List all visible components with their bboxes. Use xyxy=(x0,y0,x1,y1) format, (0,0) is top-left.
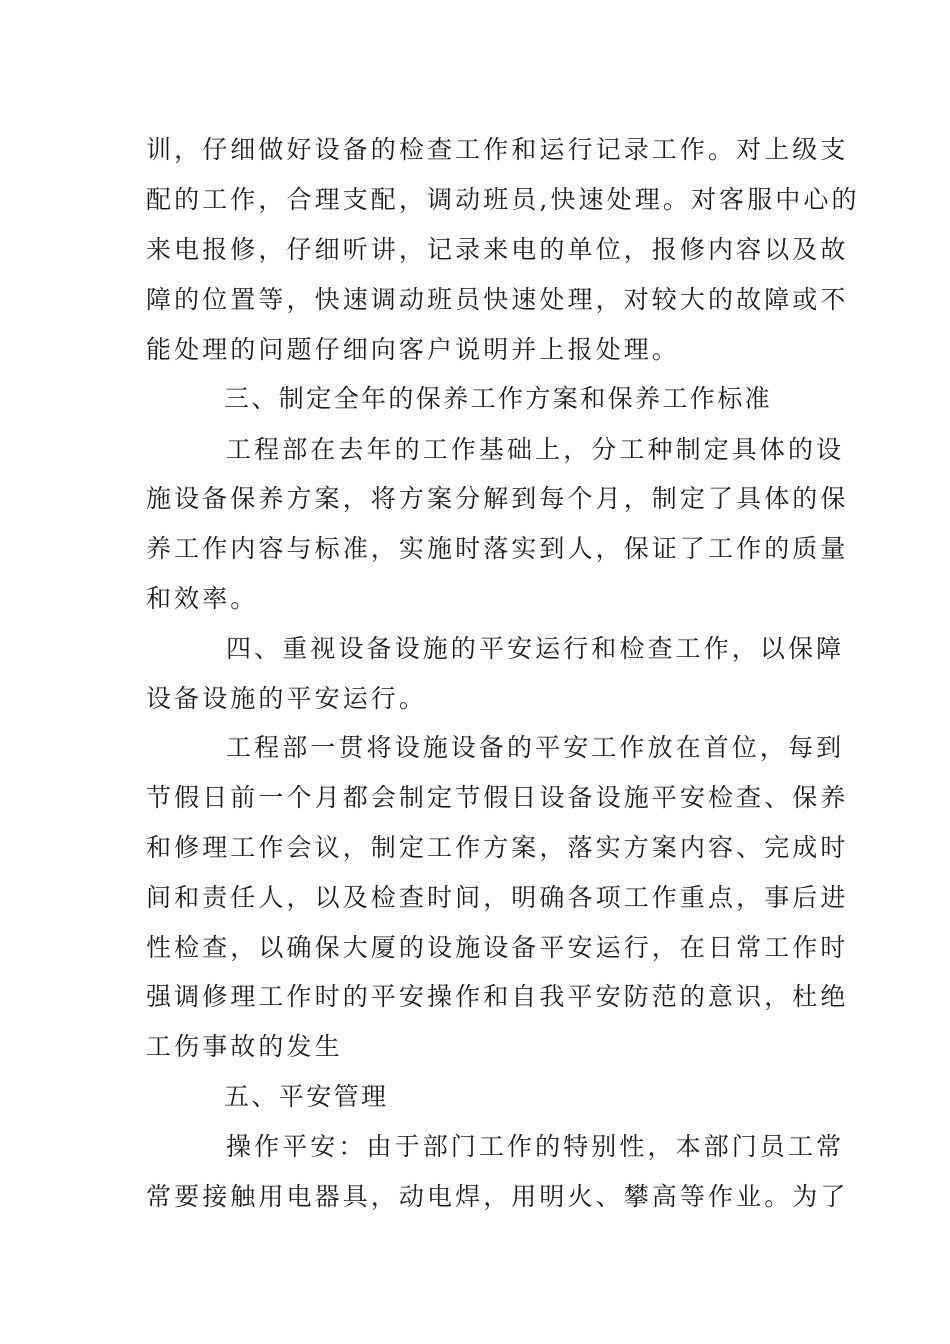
body-line: 能处理的问题仔细向客户说明并上报处理。 xyxy=(146,335,680,364)
section-heading: 三、制定全年的保养工作方案和保养工作标准 xyxy=(224,384,773,413)
body-line: 来电报修，仔细听讲，记录来电的单位，报修内容以及故 xyxy=(146,235,849,264)
body-line: 常要接触用电器具，动电焊，用明火、攀高等作业。为了 xyxy=(146,1182,849,1211)
body-line: 强调修理工作时的平安操作和自我平安防范的意识，杜绝 xyxy=(146,982,849,1011)
section-heading: 设备设施的平安运行。 xyxy=(146,684,428,713)
body-line: 和效率。 xyxy=(146,584,259,613)
body-line: 工程部一贯将设施设备的平安工作放在首位，每到 xyxy=(226,733,845,762)
body-line: 间和责任人，以及检查时间，明确各项工作重点，事后进 xyxy=(146,883,849,912)
body-line: 养工作内容与标准，实施时落实到人，保证了工作的质量 xyxy=(146,534,849,563)
body-line: 工程部在去年的工作基础上，分工种制定具体的设 xyxy=(226,435,845,464)
body-line: 工伤事故的发生 xyxy=(146,1032,343,1061)
body-line: 节假日前一个月都会制定节假日设备设施平安检查、保养 xyxy=(146,783,849,812)
body-line: 和修理工作会议，制定工作方案，落实方案内容、完成时 xyxy=(146,833,849,862)
body-line: 性检查，以确保大厦的设施设备平安运行，在日常工作时 xyxy=(146,933,849,962)
section-heading: 四、重视设备设施的平安运行和检查工作，以保障 xyxy=(226,634,845,663)
section-heading: 五、平安管理 xyxy=(224,1082,389,1111)
body-line: 配的工作，合理支配，调动班员,快速处理。对客服中心的 xyxy=(146,185,860,214)
body-line: 施设备保养方案，将方案分解到每个月，制定了具体的保 xyxy=(146,484,849,513)
body-line: 障的位置等，快速调动班员快速处理，对较大的故障或不 xyxy=(146,285,849,314)
body-line: 操作平安：由于部门工作的特别性，本部门员工常 xyxy=(226,1132,845,1161)
body-line: 训，仔细做好设备的检查工作和运行记录工作。对上级支 xyxy=(146,135,849,164)
